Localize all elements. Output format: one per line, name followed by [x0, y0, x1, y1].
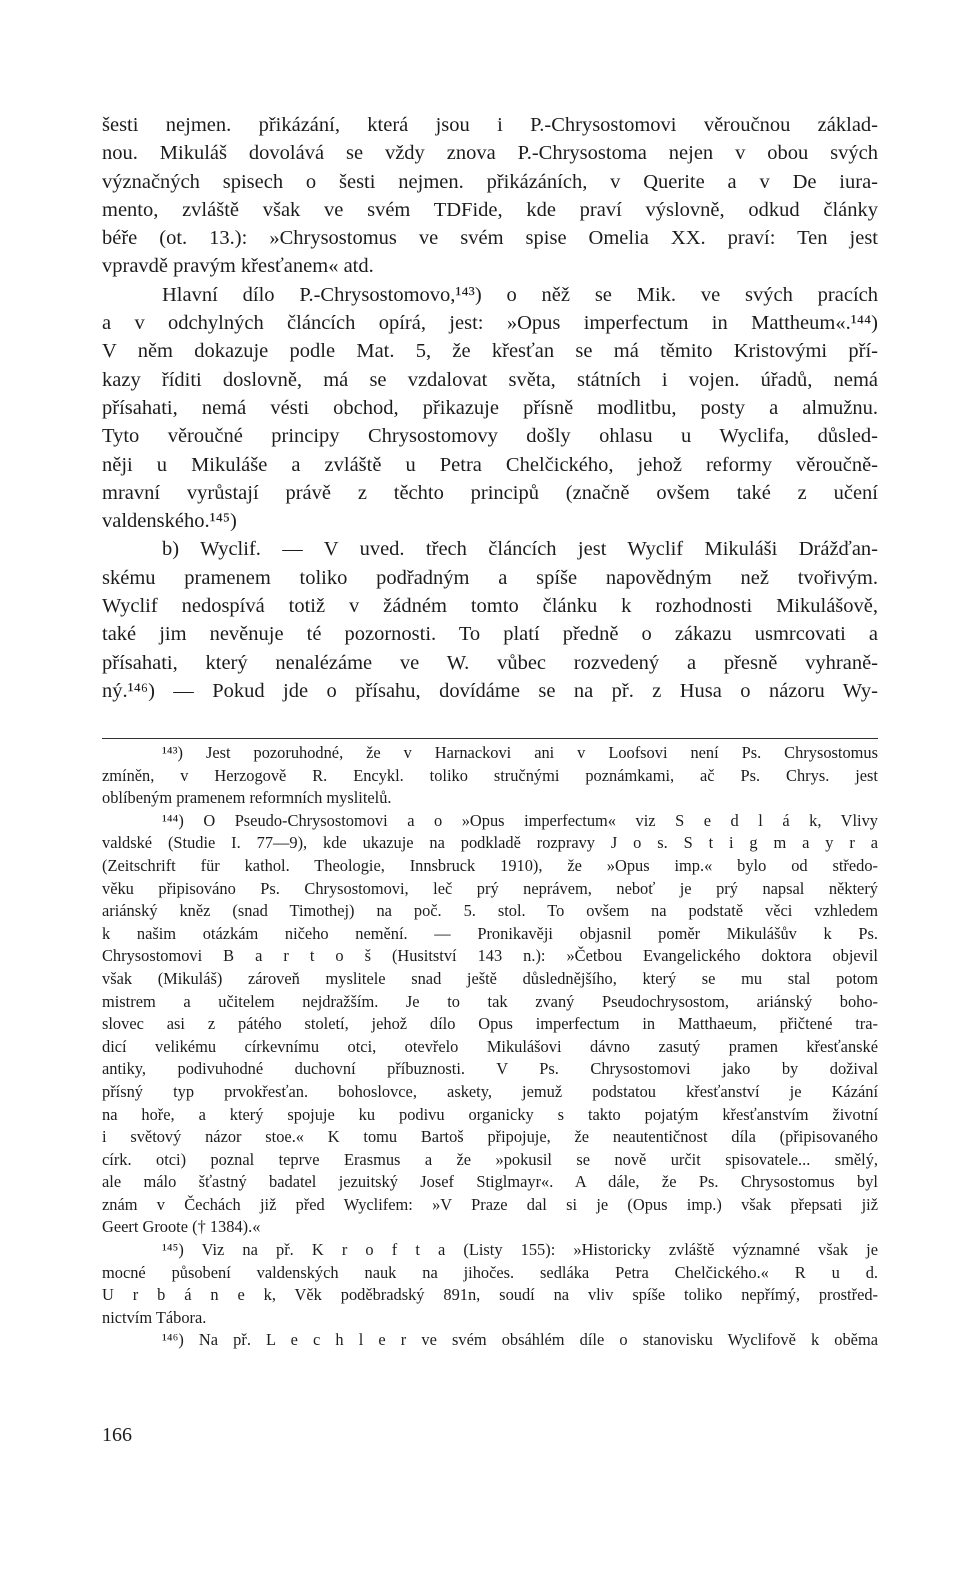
- footnote-line: mocné působení valdenských nauk na jihočes. sedláka Petra Chelčického.« R u d.: [102, 1262, 878, 1282]
- main-text: [102, 111, 878, 705]
- text-line: béře (ot. 13.): »Chrysostomus ve svém spise Omelia XX. praví: Ten jest: [102, 227, 878, 250]
- text-line: šesti nejmen. přikázání, která jsou i P.-Chrysostomovi věroučnou základ-: [102, 114, 878, 136]
- footnote-line: Chrysostomovi B a r t o š (Husitství 143 n.): »Četbou Evangelického doktora objevil: [102, 946, 878, 966]
- text-line: mento, zvláště však ve svém TDFide, kde praví výslovně, odkud články: [102, 198, 878, 221]
- footnote-line: antiky, podivuhodné duchovní příbuznosti. V Ps. Chrysostomovi jako by dožival: [102, 1059, 878, 1079]
- text-line: Wyclif nedospívá totiž v žádném tomto článku k rozhodnosti Mikulášově,: [102, 595, 878, 618]
- text-line: kazy říditi doslovně, má se vzdalovat světa, státních i vojen. úřadů, nemá: [102, 368, 878, 391]
- footnote-line: však (Mikuláš) zároveň myslitele snad ještě důslednějšího, který se mu stal potom: [102, 968, 878, 988]
- text-line: nou. Mikuláš dovolává se vždy znova P.-Chrysostoma nejen v obou svých: [102, 142, 878, 165]
- footnote-line: U r b á n e k, Věk poděbradský 891n, soudí na vliv spíše toliko nepřímý, prostřed-: [102, 1285, 878, 1305]
- footnote-line: valdské (Studie I. 77—9), kde ukazuje na podkladě rozpravy J o s. S t i g m a y r a: [102, 833, 878, 853]
- footnote-divider: [102, 738, 878, 739]
- footnote-line: Geert Groote († 1384).«: [102, 1217, 261, 1237]
- text-line: význačných spisech o šesti nejmen. přikázáních, v Querite a v De iura-: [102, 170, 878, 193]
- footnotes: [102, 742, 878, 1352]
- footnote-line: slovec asi z pátého století, jehož dílo Opus imperfectum in Matthaeum, přičtené tra-: [102, 1014, 878, 1034]
- footnote-line: i světový názor stoe.« K tomu Bartoš připojuje, že neautentičnost díla (připisovaného: [102, 1127, 878, 1147]
- footnote-line: ariánský kněz (snad Timothej) na poč. 5. stol. To ovšem na podstatě věci vzhledem: [102, 901, 878, 921]
- footnote-line: (Zeitschrift für kathol. Theologie, Innsbruck 1910), že »Opus imp.« bylo od středo-: [102, 855, 878, 875]
- text-line: přísahati, nemá vésti obchod, přikazuje přísně modlitbu, posty a almužnu.: [102, 396, 878, 419]
- text-line: Hlavní dílo P.-Chrysostomovo,¹⁴³) o něž se Mik. ve svých pracích: [162, 283, 878, 306]
- text-line: mravní vyrůstají právě z těchto principů (značně ovšem také z učení: [102, 481, 878, 504]
- footnote-line: ¹⁴⁶) Na př. L e c h l e r ve svém obsáhlém díle o stanovisku Wyclifově k oběma: [162, 1330, 878, 1350]
- footnote-line: znám v Čechách již před Wyclifem: »V Praze dal si je (Opus imp.) však přepsati již: [102, 1194, 878, 1214]
- text-line: přísahati, který nenalézáme ve W. vůbec rozvedený a přesně vyhraně-: [102, 651, 878, 674]
- footnote-line: ¹⁴⁴) O Pseudo-Chrysostomovi a o »Opus imperfectum« viz S e d l á k, Vlivy: [162, 810, 878, 830]
- text-line: Tyto věroučné principy Chrysostomovy došly ohlasu u Wyclifa, důsled-: [102, 425, 878, 448]
- footnote-line: ¹⁴⁵) Viz na př. K r o f t a (Listy 155): »Historicky zvláště významné však je: [162, 1240, 878, 1260]
- text-line: V něm dokazuje podle Mat. 5, že křesťan se má těmito Kristovými pří-: [102, 340, 878, 363]
- footnote-line: círk. otci) poznal teprve Erasmus a že »pokusil se nově určit spisovatele... smělý,: [102, 1149, 878, 1169]
- footnote-line: ¹⁴³) Jest pozoruhodné, že v Harnackovi ani v Loofsovi není Ps. Chrysostomus: [162, 743, 878, 762]
- footnote-line: dicí velikému církevnímu otci, otevřelo Mikulášovi dávno zasutý pramen křesťanské: [102, 1036, 878, 1056]
- footnote-line: zmíněn, v Herzogově R. Encykl. toliko stručnými poznámkami, ač Ps. Chrys. jest: [102, 765, 878, 785]
- text-line: něji u Mikuláše a zvláště u Petra Chelčického, jehož reformy věroučně-: [102, 453, 878, 476]
- footnote-line: k našim otázkám ničeho nemění. — Pronikavěji objasnil poměr Mikulášův k Ps.: [102, 923, 878, 943]
- footnote-line: věku připisováno Ps. Chrysostomovi, leč prý neprávem, neboť je prý napsal některý: [102, 878, 878, 898]
- footnote-line: mistrem a učitelem nejdražším. Je to tak zvaný Pseudochrysostom, ariánský boho-: [102, 991, 878, 1011]
- text-line: vpravdě pravým křesťanem« atd.: [102, 255, 374, 278]
- text-line: a v odchylných článcích opírá, jest: »Opus imperfectum in Mattheum«.¹⁴⁴): [102, 312, 878, 335]
- footnote-line: přísný typ prvokřesťan. bohoslovce, askety, jemuž podstatou křesťanství je Kázání: [102, 1081, 878, 1101]
- page-number: 166: [102, 1424, 132, 1446]
- footnote-line: ale málo šťastný badatel jezuitský Josef Stiglmayr«. A dále, že Ps. Chrysostomus byl: [102, 1172, 878, 1192]
- footnote-line: nictvím Tábora.: [102, 1307, 207, 1327]
- text-line: skému pramenem toliko podřadným a spíše napovědným než tvořivým.: [102, 566, 878, 589]
- footnote-line: na hoře, a který spojuje ku podivu organicky s takto pojatým křesťanstvím životní: [102, 1104, 878, 1124]
- text-line: ný.¹⁴⁶) — Pokud jde o přísahu, dovídáme se na př. z Husa o názoru Wy-: [102, 679, 878, 702]
- text-line: valdenského.¹⁴⁵): [102, 510, 237, 533]
- footnote-line: oblíbeným pramenem reformních myslitelů.: [102, 788, 392, 808]
- text-line: také jim nevěnuje té pozornosti. To platí předně o zákazu usmrcovati a: [102, 623, 878, 646]
- text-line: b) Wyclif. — V uved. třech článcích jest Wyclif Mikuláši Drážďan-: [162, 538, 878, 561]
